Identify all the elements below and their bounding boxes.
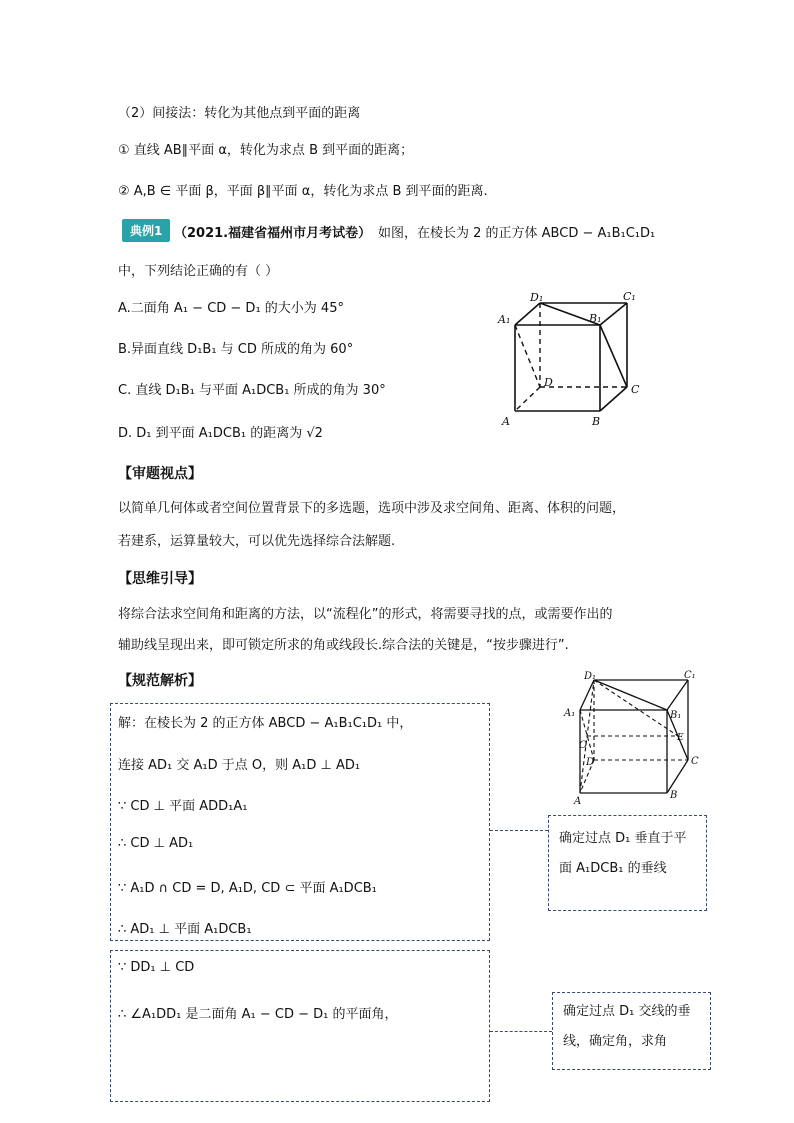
- guide-title: 【思维引导】: [118, 571, 202, 587]
- fig2-label-d1: D₁: [584, 671, 597, 682]
- view-text-1: 以简单几何体或者空间位置背景下的多选题，选项中涉及求空间角、距离、体积的问题，: [118, 501, 626, 516]
- view-text-2: 若建系，运算量较大，可以优先选择综合法解题.: [118, 534, 396, 549]
- guide-text-1: 将综合法求空间角和距离的方法，以“流程化”的形式，将需要寻找的点，或需要作出的: [118, 607, 613, 622]
- note1-line-1: 确定过点 D₁ 垂直于平: [559, 831, 687, 846]
- fig2-label-e: E: [677, 733, 684, 743]
- diag-a1d: [515, 325, 540, 387]
- intro-line-1: （2）间接法：转化为其他点到平面的距离: [118, 106, 361, 121]
- guide-text-2: 辅助线呈现出来，即可锁定所求的角或线段长.综合法的关键是，“按步骤进行”.: [118, 638, 569, 653]
- fig2-label-c1: C₁: [684, 670, 696, 681]
- solution-line-6: ∴ AD₁ ⊥ 平面 A₁DCB₁: [118, 922, 252, 937]
- solution-line-5: ∵ A₁D ∩ CD = D, A₁D, CD ⊂ 平面 A₁DCB₁: [118, 881, 377, 896]
- option-b: B.异面直线 D₁B₁ 与 CD 所成的角为 60°: [118, 342, 354, 357]
- fig2-label-a1: A₁: [564, 708, 576, 719]
- example-stem-a: 如图，在棱长为 2 的正方体 ABCD − A₁B₁C₁D₁: [378, 226, 656, 241]
- note1-line-2: 面 A₁DCB₁ 的垂线: [559, 861, 667, 876]
- solution-line-4: ∴ CD ⊥ AD₁: [118, 836, 194, 851]
- cube-figure-1: [490, 285, 650, 435]
- solution-line-2: 连接 AD₁ 交 A₁D 于点 O，则 A₁D ⊥ AD₁: [118, 758, 361, 773]
- label-c1: C₁: [623, 290, 636, 303]
- label-b1: B₁: [589, 312, 602, 325]
- option-a: A.二面角 A₁ − CD − D₁ 的大小为 45°: [118, 301, 344, 316]
- edge-da: [515, 387, 540, 411]
- edge-a1d1: [515, 303, 540, 325]
- solution-line-1: 解：在棱长为 2 的正方体 ABCD − A₁B₁C₁D₁ 中，: [118, 716, 413, 731]
- label-c: C: [631, 383, 640, 396]
- intro-line-2: ① 直线 AB∥平面 α，转化为求点 B 到平面的距离；: [118, 143, 414, 158]
- label-a1: A₁: [498, 313, 511, 326]
- label-d1: D₁: [530, 291, 544, 304]
- fig2-label-b1: B₁: [670, 710, 682, 721]
- edge-b1c1: [600, 303, 627, 325]
- solution-box-1: [110, 703, 490, 941]
- note2-line-2: 线，确定角，求角: [563, 1034, 668, 1049]
- diag-b1c: [600, 325, 627, 387]
- cube-figure-2: [560, 668, 710, 808]
- example-stem-b: 中，下列结论正确的有（ ）: [118, 264, 279, 279]
- option-c: C. 直线 D₁B₁ 与平面 A₁DCB₁ 所成的角为 30°: [118, 383, 386, 398]
- option-d: D. D₁ 到平面 A₁DCB₁ 的距离为 √2: [118, 426, 323, 441]
- example-badge: 典例1: [122, 219, 170, 242]
- edge-bc: [600, 387, 627, 411]
- label-a: A: [502, 415, 510, 428]
- solution2-line-2: ∴ ∠A₁DD₁ 是二面角 A₁ − CD − D₁ 的平面角，: [118, 1007, 398, 1022]
- fig2-label-d: D: [586, 757, 595, 768]
- fig2-label-o: O: [579, 740, 588, 751]
- intro-line-3: ② A,B ∈ 平面 β，平面 β∥平面 α，转化为求点 B 到平面的距离.: [118, 184, 488, 199]
- solution-line-3: ∵ CD ⊥ 平面 ADD₁A₁: [118, 799, 248, 814]
- connector-2: [490, 1031, 552, 1032]
- view-title: 【审题视点】: [118, 466, 202, 482]
- fig2-label-c: C: [691, 756, 699, 767]
- fig2-label-a: A: [574, 796, 582, 807]
- note-box-2: [552, 992, 711, 1070]
- note2-line-1: 确定过点 D₁ 交线的垂: [563, 1004, 691, 1019]
- solution-title: 【规范解析】: [118, 673, 202, 689]
- example-source: （2021.福建省福州市月考试卷）: [174, 226, 372, 241]
- solution2-line-1: ∵ DD₁ ⊥ CD: [118, 960, 195, 975]
- fig2-label-b: B: [670, 790, 678, 801]
- note-box-1: [548, 815, 707, 911]
- label-b: B: [592, 415, 601, 428]
- label-d: D: [544, 376, 553, 389]
- connector-1: [490, 830, 548, 831]
